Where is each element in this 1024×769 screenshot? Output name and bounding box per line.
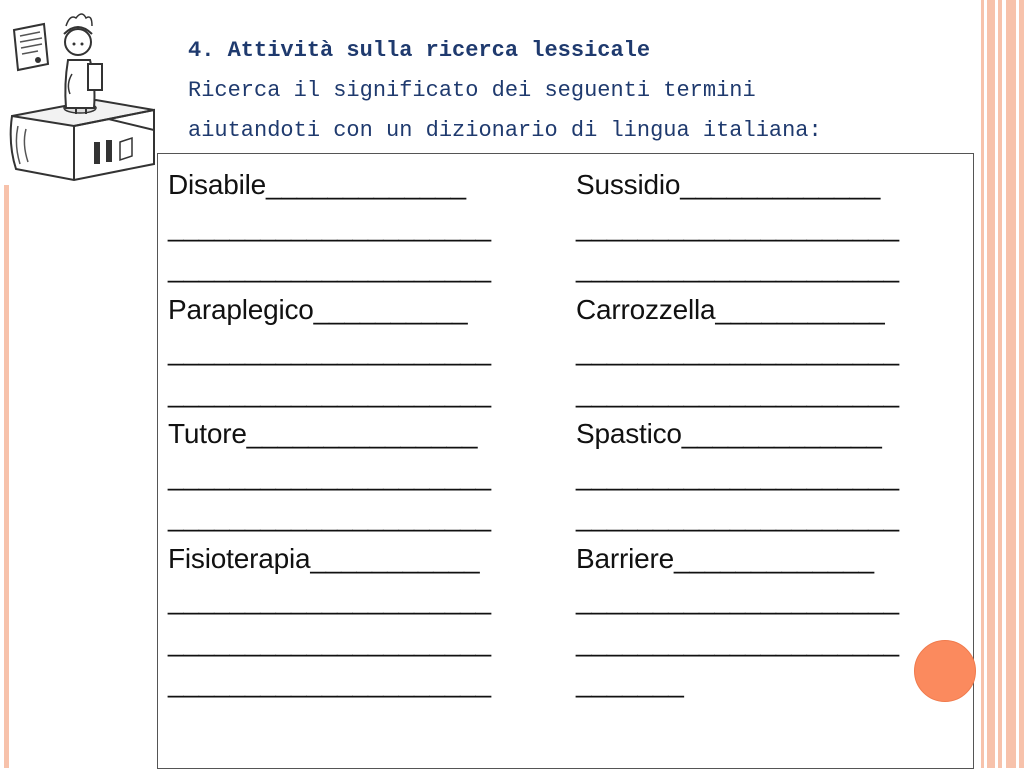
answer-line: _____________________: [168, 459, 491, 491]
right-decor-stripe-3: [998, 0, 1002, 768]
exercise-box: [157, 153, 974, 769]
right-decor-stripe-5: [1019, 0, 1024, 768]
orange-circle-decor: [914, 640, 976, 702]
answer-line: _____________________: [168, 335, 491, 366]
scholar-on-book-icon: [4, 4, 164, 184]
right-decor-stripe-4: [1006, 0, 1016, 768]
answer-line: _____________________: [168, 584, 491, 615]
answer-line: _____________________: [576, 501, 899, 532]
answer-line: _____________________: [576, 584, 899, 615]
activity-title: 4. Attività sulla ricerca lessicale: [188, 38, 651, 63]
right-decor-stripe-1: [981, 0, 984, 768]
answer-line: _____________________: [576, 459, 899, 491]
right-term-column: [576, 164, 899, 704]
instruction-line-2: aiutandoti con un dizionario di lingua italiana:: [188, 118, 822, 143]
answer-line: _____________________: [168, 625, 491, 657]
answer-line: _____________________: [168, 376, 491, 408]
answer-line: _____________________: [168, 210, 491, 242]
term-paraplegico: Paraplegico__________: [168, 293, 468, 325]
answer-line: _______: [576, 667, 684, 698]
answer-line: _____________________: [576, 210, 899, 242]
term-barriere: Barriere_____________: [576, 542, 874, 574]
answer-line: _____________________: [168, 501, 491, 532]
left-term-column: [168, 164, 491, 704]
term-fisioterapia: Fisioterapia___________: [168, 542, 480, 574]
term-spastico: Spastico_____________: [576, 418, 882, 449]
term-disabile: Disabile_____________: [168, 169, 466, 200]
term-carrozzella: Carrozzella___________: [576, 293, 885, 325]
term-tutore: Tutore_______________: [168, 418, 478, 449]
answer-line: _____________________: [576, 335, 899, 366]
answer-line: _____________________: [576, 376, 899, 408]
answer-line: _____________________: [576, 625, 899, 657]
term-sussidio: Sussidio_____________: [576, 169, 881, 200]
answer-line: _____________________: [576, 252, 899, 283]
right-decor-stripe-2: [987, 0, 995, 768]
answer-line: _____________________: [168, 667, 491, 698]
answer-line: _____________________: [168, 252, 491, 283]
instruction-line-1: Ricerca il significato dei seguenti termini: [188, 78, 756, 103]
